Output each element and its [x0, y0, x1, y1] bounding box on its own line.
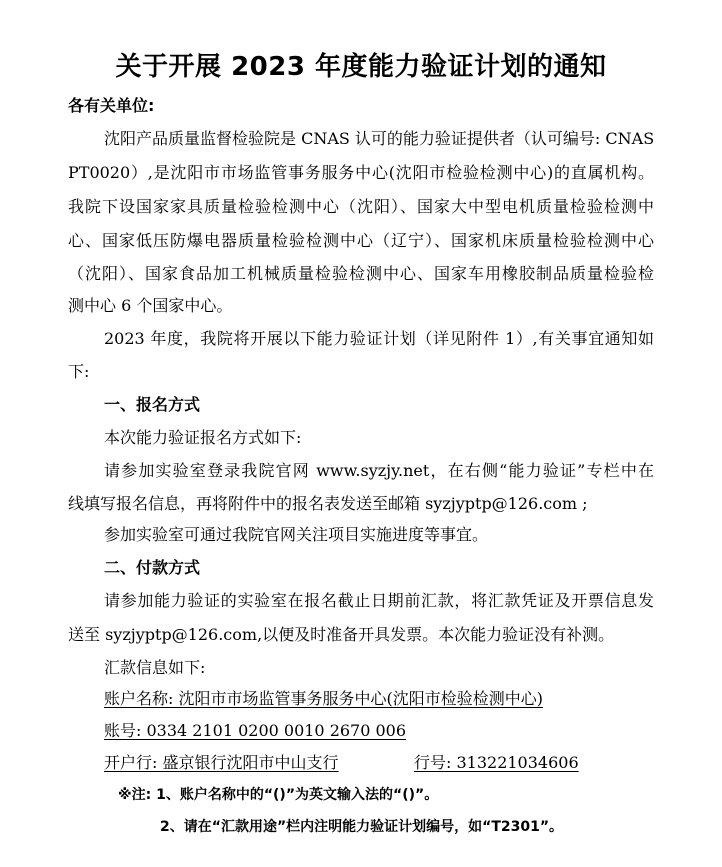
section-1-para-3: 参加实验室可通过我院官网关注项目实施进度等事宜。 — [104, 525, 489, 544]
intro-line-3: 我院下设国家家具质量检验检测中心（沈阳）、国家大中型电机质量检验检测中 — [68, 197, 654, 216]
intro-line-5: （沈阳）、国家食品加工机械质量检验检测中心、国家车用橡胶制品质量检验检 — [68, 264, 654, 283]
intro-line-4: 心、国家低压防爆电器质量检验检测中心（辽宁）、国家机床质量检验检测中心 — [68, 231, 654, 250]
section-2-para-1-line-1: 请参加能力验证的实验室在报名截止日期前汇款，将汇款凭证及开票信息发 — [104, 591, 654, 610]
account-number: 账号: 0334 2101 0200 0010 2670 006 — [104, 721, 407, 740]
intro-line-6: 测中心 6 个国家中心。 — [68, 296, 233, 315]
section-2-para-1-line-2: 送至 syzjyptp@126.com,以便及时准备开具发票。本次能力验证没有补测。 — [68, 625, 615, 644]
page-title: 关于开展 2023 年度能力验证计划的通知 — [115, 52, 607, 82]
section-1-para-2-line-1: 请参加实验室登录我院官网 www.syzjy.net，在右侧“能力验证”专栏中在 — [104, 461, 654, 480]
salutation: 各有关单位: — [68, 96, 155, 115]
bank-code: 行号: 313221034606 — [414, 753, 579, 772]
intro-line-1: 沈阳产品质量监督检验院是 CNAS 认可的能力验证提供者（认可编号: CNAS — [104, 129, 655, 148]
section-1-para-1: 本次能力验证报名方式如下: — [104, 428, 302, 447]
section-1-heading: 一、报名方式 — [104, 395, 201, 414]
remit-info-label: 汇款信息如下: — [104, 658, 206, 677]
plan-line-1: 2023 年度，我院将开展以下能力验证计划（详见附件 1）,有关事宜通知如 — [104, 329, 654, 348]
section-1-para-2-line-2: 线填写报名信息，再将附件中的报名表发送至邮箱 syzjyptp@126.com ; — [68, 494, 588, 513]
plan-line-2: 下: — [68, 362, 90, 381]
account-name: 账户名称: 沈阳市市场监管事务服务中心(沈阳市检验检测中心) — [104, 689, 543, 708]
intro-line-2: PT0020）,是沈阳市市场监管事务服务中心(沈阳市检验检测中心)的直属机构。 — [68, 163, 654, 182]
note-2: 2、请在“汇款用途”栏内注明能力验证计划编号，如“T2301”。 — [160, 819, 564, 835]
note-1: ※注: 1、账户名称中的“()”为英文输入法的“()”。 — [118, 787, 439, 803]
bank-name: 开户行: 盛京银行沈阳市中山支行 — [104, 753, 339, 772]
section-2-heading: 二、付款方式 — [104, 558, 201, 577]
